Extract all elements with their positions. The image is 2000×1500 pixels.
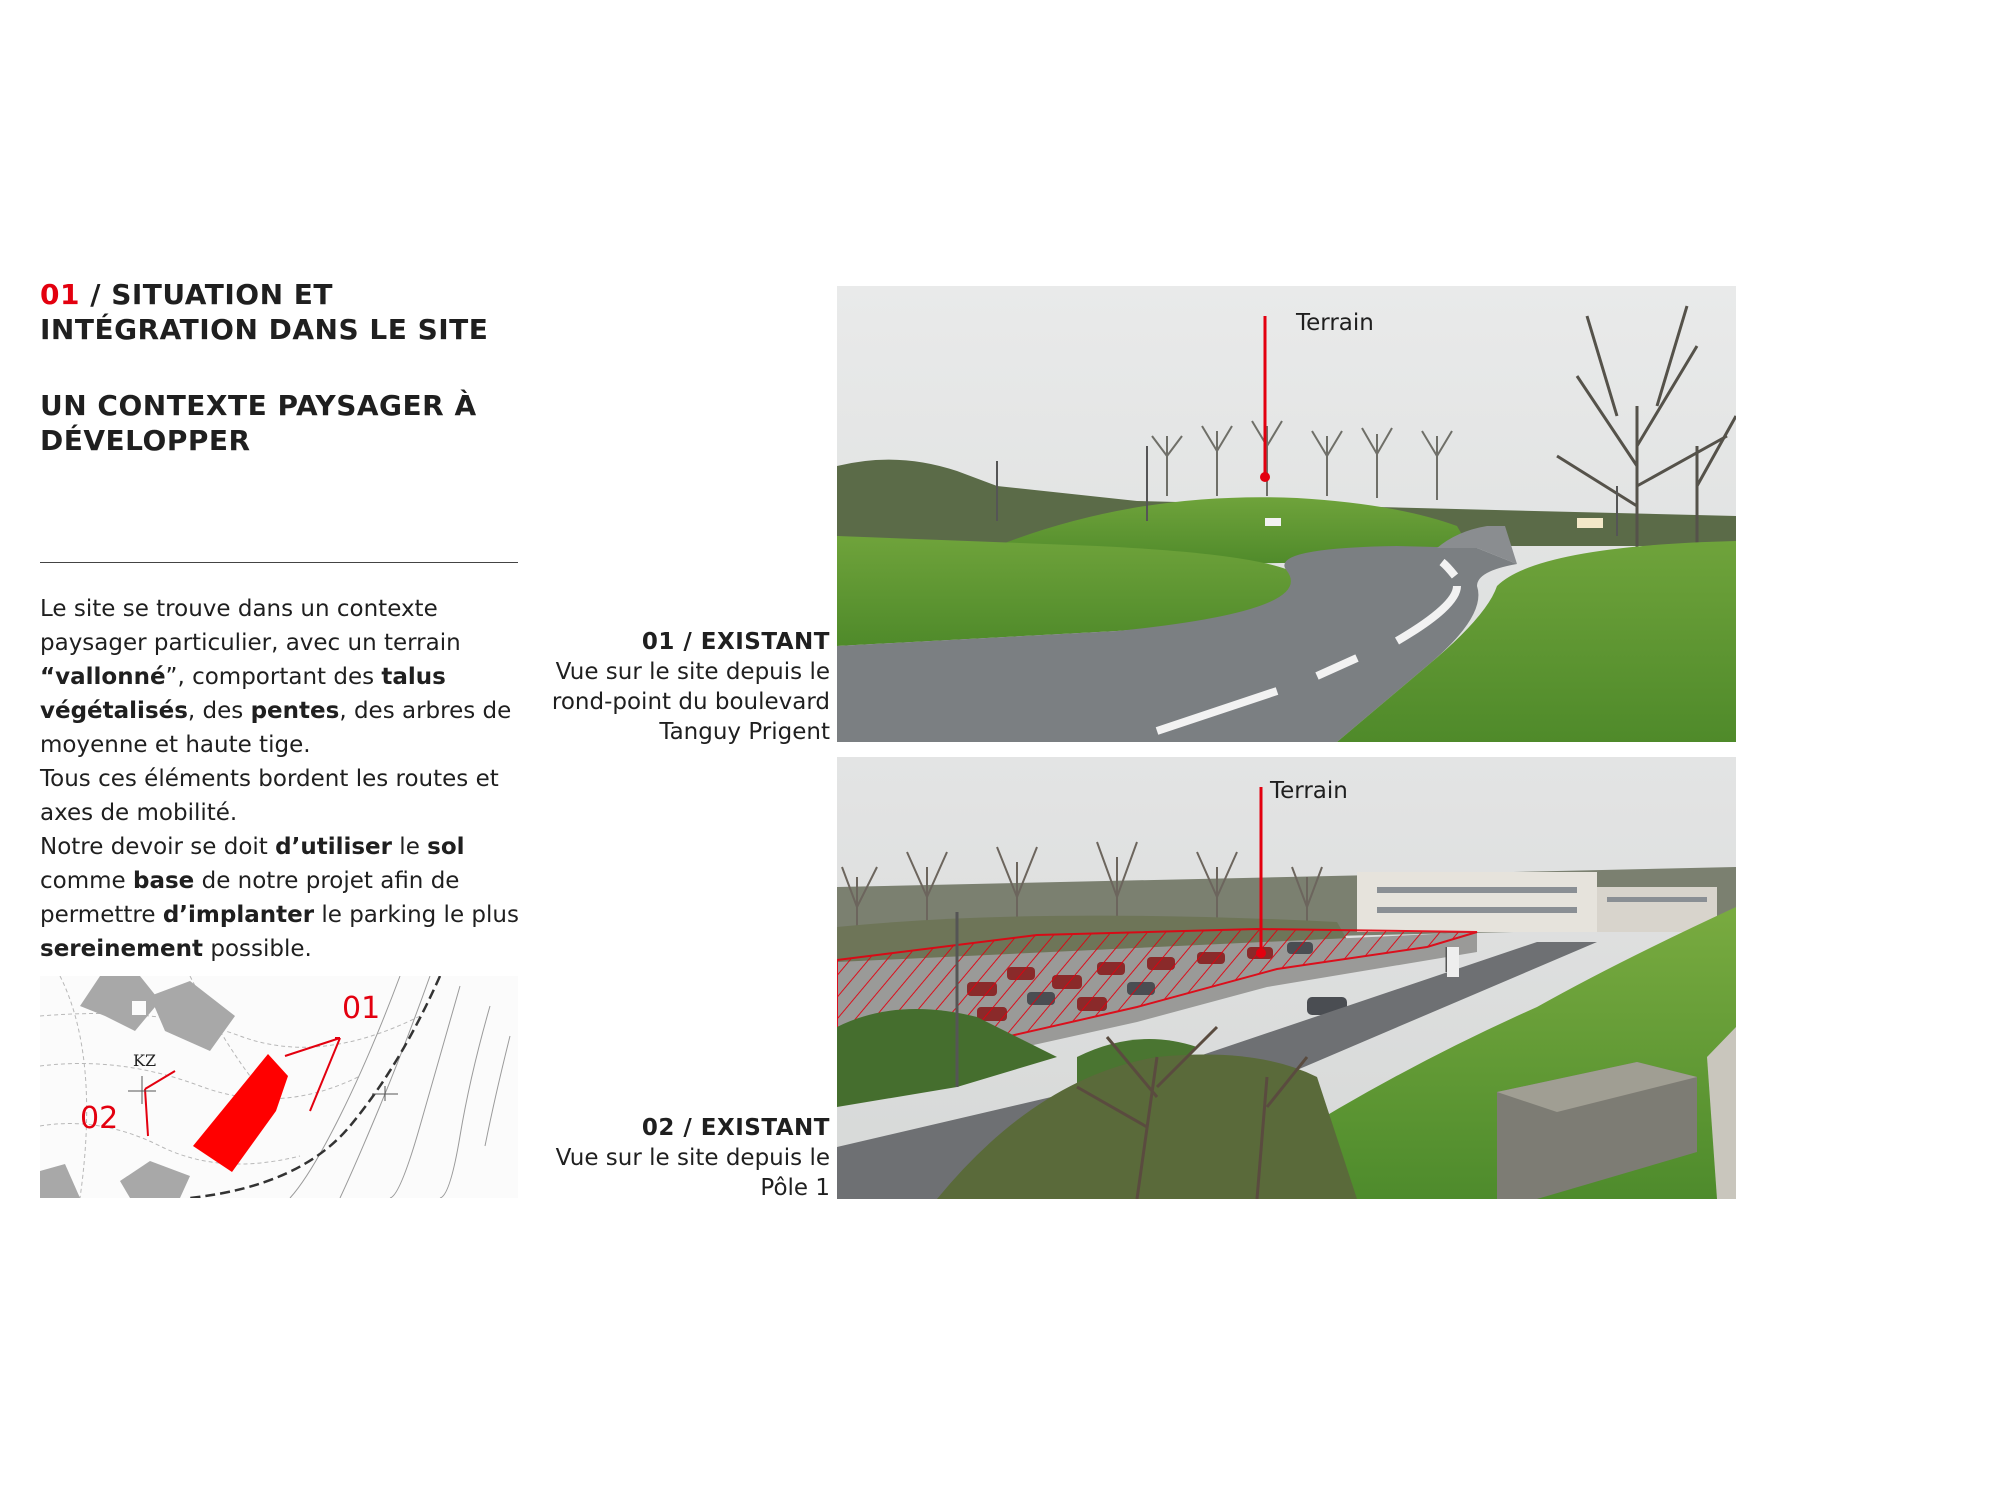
section-subtitle: UN CONTEXTE PAYSAGER À DÉVELOPPER [40, 389, 477, 457]
body-fragment: comme [40, 868, 133, 894]
body-emphasis: talus végétalisés [40, 664, 446, 724]
divider [40, 562, 518, 563]
section-title-text: / SITUATION ET INTÉGRATION DANS LE SITE [40, 278, 489, 346]
photo2-terrain-label: Terrain [1270, 778, 1348, 804]
body-fragment: ”, comportant des [165, 664, 382, 690]
photo-roundabout-view [837, 286, 1736, 742]
body-emphasis: pentes [250, 698, 340, 724]
photo2-illustration [837, 757, 1736, 1199]
photo1-terrain-label: Terrain [1296, 310, 1374, 336]
body-fragment: Tous ces éléments bordent les routes et axes de mobilité. [40, 766, 499, 826]
body-emphasis: “vallonné [40, 664, 166, 690]
body-fragment: possible. [203, 936, 312, 962]
body-emphasis: d’implanter [162, 902, 315, 928]
body-fragment: le [392, 834, 428, 860]
body-text [40, 592, 520, 966]
site-plan [40, 976, 518, 1198]
section-title [40, 277, 520, 347]
photo1-caption [530, 627, 830, 747]
photo1-caption-line: Vue sur le site depuis le [555, 659, 830, 685]
body-fragment: Notre devoir se doit [40, 834, 276, 860]
site-plan-drawing [40, 976, 518, 1198]
body-fragment: , des arbres de moyenne et haute tige. [40, 698, 512, 758]
body-fragment: Le site se trouve dans un contexte paysager particulier, avec un terrain [40, 596, 461, 656]
body-emphasis: base [133, 868, 195, 894]
body-fragment: le parking le plus [314, 902, 519, 928]
body-emphasis: d’utiliser [275, 834, 392, 860]
map-label-01: 01 [342, 991, 381, 1026]
photo1-caption-title: 01 / EXISTANT [641, 629, 830, 655]
body-emphasis: sol [427, 834, 465, 860]
body-fragment: de notre projet afin de permettre [40, 868, 460, 928]
section-number: 01 [40, 278, 80, 311]
map-label-kz: KZ [133, 1051, 157, 1070]
photo2-caption [530, 1113, 830, 1203]
photo2-caption-title: 02 / EXISTANT [641, 1115, 830, 1141]
photo1-illustration [837, 286, 1736, 742]
photo1-caption-line: Tanguy Prigent [659, 719, 830, 745]
map-label-02: 02 [80, 1101, 119, 1136]
photo2-caption-line: Vue sur le site depuis le [555, 1145, 830, 1171]
body-fragment: , des [187, 698, 251, 724]
photo1-caption-line: rond-point du boulevard [551, 689, 830, 715]
photo2-caption-line: Pôle 1 [760, 1175, 830, 1201]
body-emphasis: sereinement [40, 936, 204, 962]
photo-pole1-view [837, 757, 1736, 1199]
